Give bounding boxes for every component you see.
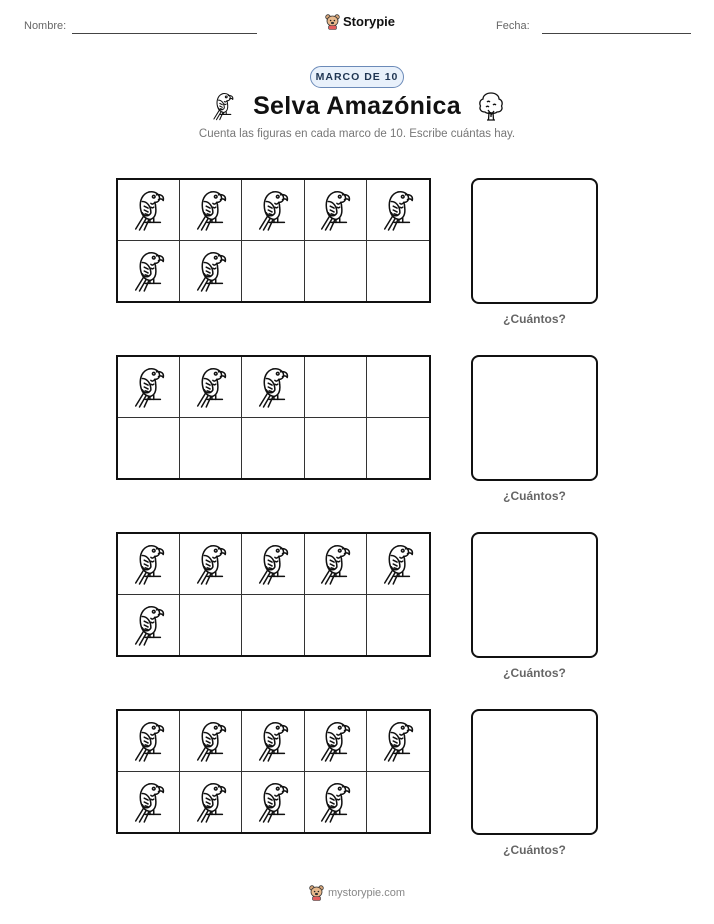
answer-label: ¿Cuántos? — [503, 843, 566, 857]
brand-logo — [325, 13, 395, 30]
ten-frame-cell — [180, 711, 242, 772]
ten-frame-cell — [118, 711, 180, 772]
parrot-icon — [192, 718, 230, 764]
ten-frame-cell — [367, 180, 429, 241]
parrot-icon — [316, 187, 354, 233]
answer-box[interactable] — [471, 355, 598, 481]
bear-icon — [309, 884, 324, 901]
parrot-icon — [254, 779, 292, 825]
parrot-icon — [379, 718, 417, 764]
parrot-icon — [192, 541, 230, 587]
ten-frame-cell — [180, 180, 242, 241]
ten-frame-cell — [305, 534, 367, 595]
ten-frame — [116, 532, 431, 657]
ten-frame — [116, 709, 431, 834]
parrot-icon — [130, 718, 168, 764]
ten-frame-cell — [118, 241, 180, 302]
parrot-icon — [254, 187, 292, 233]
ten-frame-cell — [305, 418, 367, 479]
ten-frame-cell — [367, 241, 429, 302]
ten-frame-cell — [242, 534, 304, 595]
ten-frame-cell — [367, 595, 429, 656]
answer-label: ¿Cuántos? — [503, 489, 566, 503]
answer-box[interactable] — [471, 532, 598, 658]
ten-frame-cell — [305, 595, 367, 656]
ten-frame — [116, 178, 431, 303]
parrot-icon — [379, 187, 417, 233]
ten-frame-cell — [242, 772, 304, 833]
ten-frame-cell — [367, 357, 429, 418]
instructions: Cuenta las figuras en cada marco de 10. Escribe cuántas hay. — [198, 128, 516, 140]
ten-frame-cell — [242, 418, 304, 479]
brand-name: Storypie — [343, 14, 396, 29]
ten-frame-cell — [180, 241, 242, 302]
date-label: Fecha: — [496, 20, 530, 32]
ten-frame-cell — [118, 357, 180, 418]
ten-frame-cell — [180, 534, 242, 595]
ten-frame-cell — [242, 595, 304, 656]
ten-frame-cell — [367, 418, 429, 479]
ten-frame-cell — [118, 772, 180, 833]
ten-frame-cell — [367, 772, 429, 833]
name-line[interactable] — [72, 33, 257, 34]
answer-box[interactable] — [471, 709, 598, 835]
parrot-icon — [192, 779, 230, 825]
parrot-icon — [379, 541, 417, 587]
ten-frame-cell — [118, 595, 180, 656]
ten-frame-cell — [118, 180, 180, 241]
ten-frame — [116, 355, 431, 480]
parrot-icon — [192, 248, 230, 294]
footer-url[interactable]: mystorypie.com — [327, 886, 406, 899]
worksheet-type-badge: MARCO DE 10 — [310, 66, 404, 88]
ten-frame-cell — [305, 357, 367, 418]
ten-frame-cell — [305, 241, 367, 302]
ten-frame-cell — [180, 357, 242, 418]
ten-frame-cell — [180, 595, 242, 656]
parrot-icon — [316, 541, 354, 587]
bear-icon — [325, 13, 340, 30]
ten-frame-cell — [305, 772, 367, 833]
ten-frame-cell — [242, 241, 304, 302]
ten-frame-cell — [180, 772, 242, 833]
parrot-icon — [316, 718, 354, 764]
parrot-icon — [192, 364, 230, 410]
parrot-icon — [254, 541, 292, 587]
parrot-icon — [192, 187, 230, 233]
answer-label: ¿Cuántos? — [503, 312, 566, 326]
answer-label: ¿Cuántos? — [503, 666, 566, 680]
ten-frame-cell — [242, 180, 304, 241]
answer-box[interactable] — [471, 178, 598, 304]
parrot-icon — [316, 779, 354, 825]
parrot-icon — [130, 602, 168, 648]
ten-frame-cell — [242, 711, 304, 772]
ten-frame-cell — [242, 357, 304, 418]
ten-frame-cell — [118, 534, 180, 595]
ten-frame-cell — [367, 534, 429, 595]
parrot-icon — [130, 248, 168, 294]
page-title: Selva Amazónica — [253, 92, 461, 120]
footer — [0, 884, 714, 901]
date-line[interactable] — [542, 33, 691, 34]
parrot-icon — [130, 364, 168, 410]
ten-frame-cell — [305, 180, 367, 241]
name-label: Nombre: — [24, 20, 67, 32]
parrot-icon — [254, 718, 292, 764]
parrot-icon — [130, 187, 168, 233]
ten-frame-cell — [305, 711, 367, 772]
ten-frame-cell — [180, 418, 242, 479]
ten-frame-cell — [367, 711, 429, 772]
parrot-icon — [254, 364, 292, 410]
ten-frame-cell — [118, 418, 180, 479]
parrot-icon — [130, 541, 168, 587]
parrot-icon — [130, 779, 168, 825]
tree-icon — [477, 90, 505, 122]
